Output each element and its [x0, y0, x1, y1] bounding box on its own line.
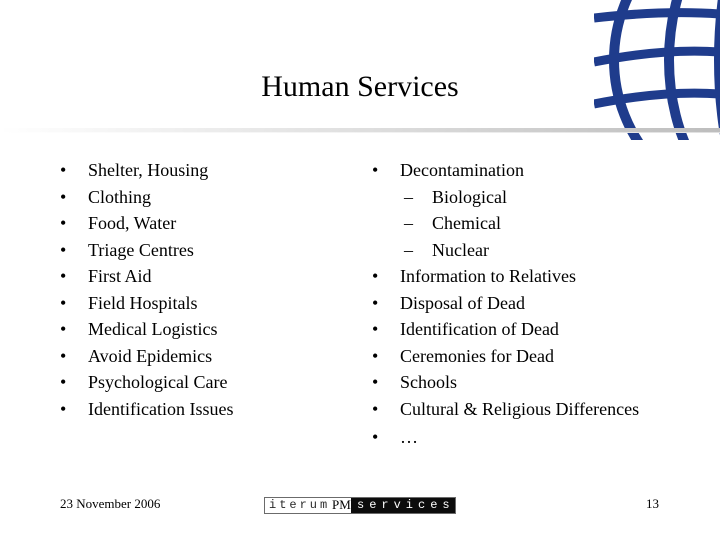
bullet-icon: •: [372, 345, 379, 366]
bullet-icon: •: [372, 160, 379, 180]
list-item: • Schools: [372, 369, 639, 396]
bullet-icon: •: [372, 319, 379, 339]
list-item: • Psychological Care: [60, 369, 233, 396]
list-item: • Cultural & Religious Differences: [372, 398, 640, 419]
bullet-icon: •: [60, 398, 67, 419]
sub-list-item: – Chemical: [400, 210, 639, 237]
logo-pm-text: PM: [332, 497, 351, 512]
dash-icon: –: [404, 213, 413, 233]
list-item: • Medical Logistics: [60, 316, 233, 343]
logo-services-text: services: [351, 498, 455, 513]
list-item: • Food, Water: [60, 210, 233, 237]
bullet-icon: •: [60, 266, 67, 286]
list-item: • Avoid Epidemics: [60, 343, 233, 370]
list-item-decontamination: • Decontamination – Biological – Chemical – Nuclear: [372, 157, 639, 263]
dash-icon: –: [404, 239, 413, 260]
bullet-icon: •: [372, 398, 379, 419]
bullet-icon: •: [372, 266, 379, 286]
bullet-icon: •: [60, 160, 67, 180]
bullet-icon: •: [60, 292, 67, 313]
footer-date: 23 November 2006: [60, 496, 161, 511]
bullet-icon: •: [60, 345, 67, 366]
bullet-icon: •: [372, 372, 379, 392]
decontamination-sublist: [400, 184, 639, 264]
right-bullet-list: [372, 157, 639, 450]
list-item: • Information to Relatives: [372, 263, 639, 290]
bullet-icon: •: [60, 213, 67, 233]
list-item: • Disposal of Dead: [372, 290, 639, 317]
slide-title: Human Services: [261, 70, 459, 103]
left-bullet-list: [60, 157, 233, 422]
bullet-icon: •: [372, 292, 379, 313]
bullet-icon: •: [60, 372, 67, 392]
bullet-icon: •: [372, 426, 379, 447]
list-item: • Shelter, Housing: [60, 157, 233, 184]
list-item: • Field Hospitals: [60, 290, 233, 317]
sub-list-item: – Biological: [400, 184, 639, 211]
list-item: • First Aid: [60, 263, 233, 290]
sub-list-item: – Nuclear: [400, 237, 639, 264]
list-item: • Clothing: [60, 184, 233, 211]
title-divider-shadow: [0, 132, 720, 133]
dash-icon: –: [404, 186, 413, 207]
iterum-pm-services-logo: [264, 497, 456, 514]
list-item: • Ceremonies for Dead: [372, 343, 639, 370]
list-item: • Identification Issues: [60, 396, 233, 423]
bullet-icon: •: [60, 319, 67, 339]
list-item: • Triage Centres: [60, 237, 233, 264]
bullet-icon: •: [60, 186, 67, 207]
logo-iterum-text: iterum: [269, 498, 331, 512]
list-item: • Identification of Dead: [372, 316, 639, 343]
list-item: • …: [372, 424, 639, 451]
bullet-icon: •: [60, 239, 67, 260]
page-number: 13: [646, 496, 659, 511]
